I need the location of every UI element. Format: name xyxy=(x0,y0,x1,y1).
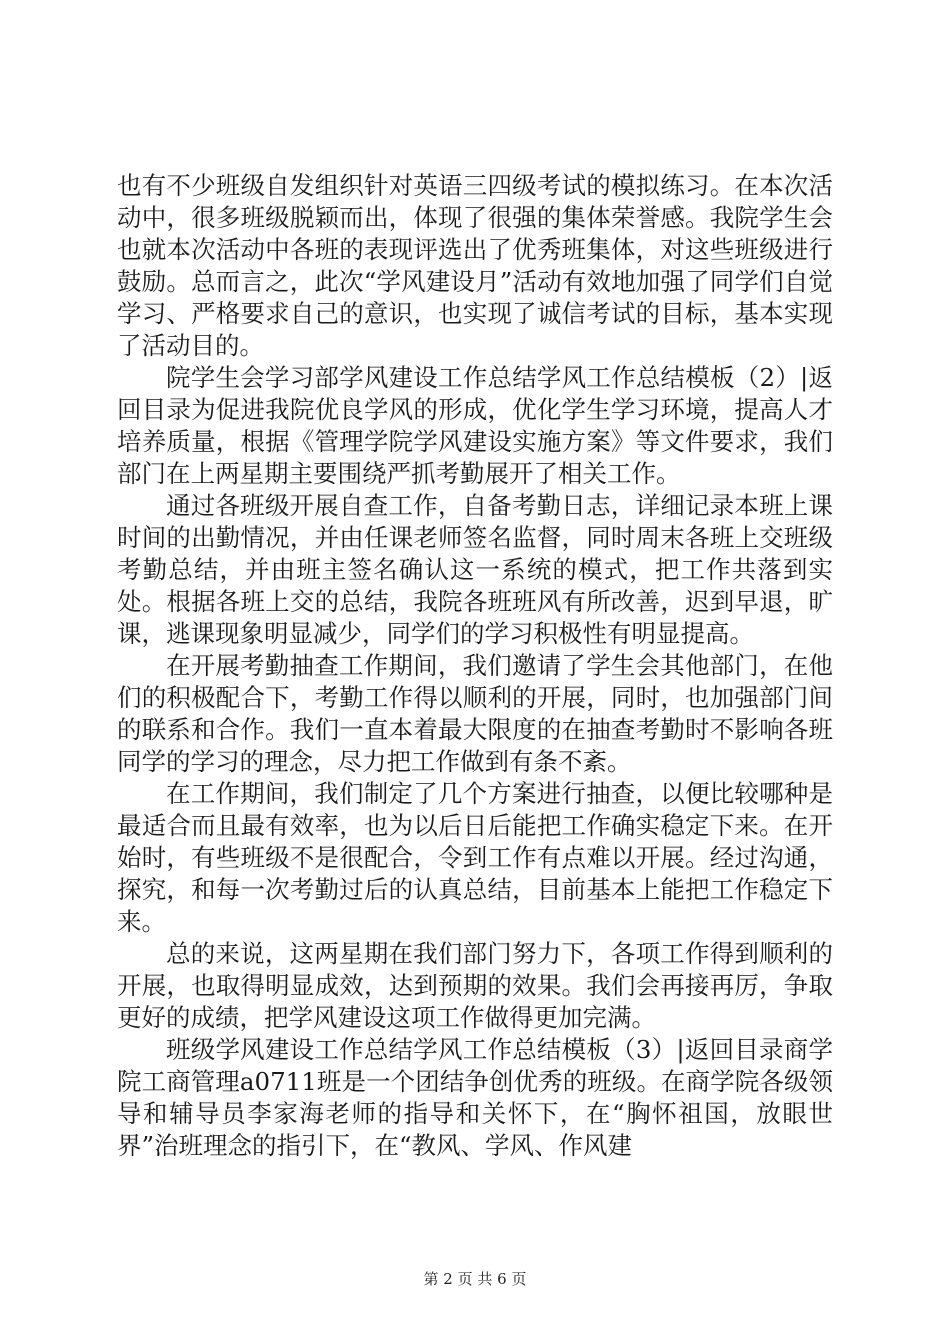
paragraph-4: 在开展考勤抽查工作期间，我们邀请了学生会其他部门，在他们的积极配合下，考勤工作得以顺利的开展，同时，也加强部门间的联系和合作。我们一直本着最大限度的在抽查考勤时不影响各班同学的学习的理念，尽力把工作做到有条不紊。 xyxy=(117,651,833,776)
paragraph-6: 总的来说，这两星期在我们部门努力下，各项工作得到顺利的开展，也取得明显成效，达到预期的效果。我们会再接再厉，争取更好的成绩，把学风建设这项工作做得更加完满。 xyxy=(117,939,833,1032)
paragraph-5: 在工作期间，我们制定了几个方案进行抽查，以便比较哪种是最适合而且最有效率，也为以后日后能把工作确实稳定下来。在开始时，有些班级不是很配合，令到工作有点难以开展。经过沟通，探究，和每一次考勤过后的认真总结，目前基本上能把工作稳定下来。 xyxy=(117,779,833,936)
paragraph-7: 班级学风建设工作总结学风工作总结模板（3）|返回目录商学院工商管理a0711班是一个团结争创优秀的班级。在商学院各级领导和辅导员李家海老师的指导和关怀下，在“胸怀祖国，放眼世界”治班理念的指引下，在“教风、学风、作风建 xyxy=(117,1035,833,1160)
paragraph-1: 也有不少班级自发组织针对英语三四级考试的模拟练习。在本次活动中，很多班级脱颖而出，体现了很强的集体荣誉感。我院学生会也就本次活动中各班的表现评选出了优秀班集体，对这些班级进行鼓励。总而言之，此次“学风建设月”活动有效地加强了同学们自觉学习、严格要求自己的意识，也实现了诚信考试的目标，基本实现了活动目的。 xyxy=(117,171,833,360)
document-body xyxy=(117,170,833,1162)
paragraph-2: 院学生会学习部学风建设工作总结学风工作总结模板（2）|返回目录为促进我院优良学风的形成，优化学生学习环境，提高人才培养质量，根据《管理学院学风建设实施方案》等文件要求，我们部门在上两星期主要围绕严抓考勤展开了相关工作。 xyxy=(117,363,833,488)
page-footer: 第 2 页 共 6 页 xyxy=(423,1270,527,1288)
paragraph-3: 通过各班级开展自查工作，自备考勤日志，详细记录本班上课时间的出勤情况，并由任课老师签名监督，同时周末各班上交班级考勤总结，并由班主签名确认这一系统的模式，把工作共落到实处。根据各班上交的总结，我院各班班风有所改善，迟到早退，旷课，逃课现象明显减少，同学们的学习积极性有明显提高。 xyxy=(117,491,833,648)
